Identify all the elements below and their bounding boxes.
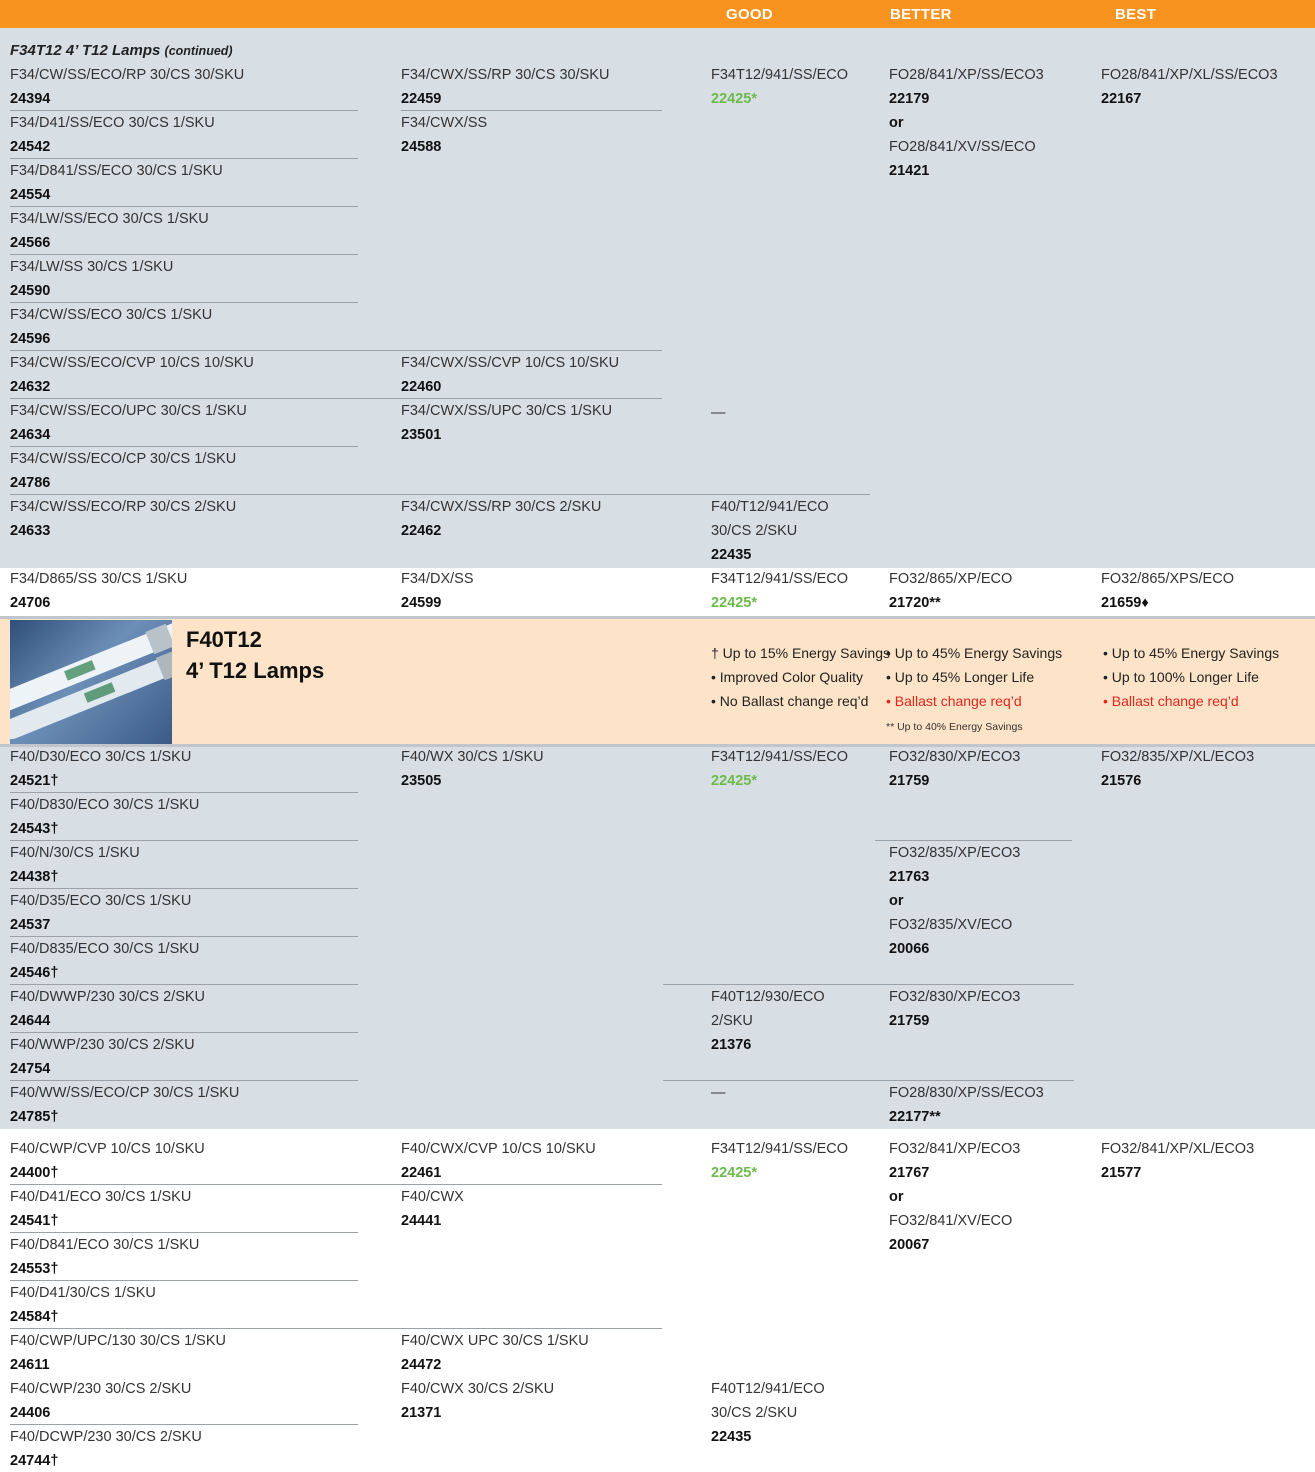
better-sku: 21759 bbox=[889, 773, 930, 789]
good-description: 30/CS 2/SKU bbox=[711, 1405, 798, 1421]
banner-title: F40T12 bbox=[186, 627, 262, 652]
best-sku: 21577 bbox=[1101, 1165, 1142, 1181]
sku-number: 24634 bbox=[10, 427, 51, 443]
lamp-description: F34/CWX/SS/UPC 30/CS 1/SKU bbox=[401, 403, 613, 419]
better-description: FO32/835/XP/ECO3 bbox=[889, 845, 1021, 861]
row-divider bbox=[663, 1080, 1074, 1081]
row-divider bbox=[10, 494, 870, 495]
row-divider bbox=[10, 1328, 662, 1329]
sku-number: 24546† bbox=[10, 965, 59, 981]
lamp-description: F34/DX/SS bbox=[401, 571, 474, 587]
lamp-description: F40/CWX/CVP 10/CS 10/SKU bbox=[401, 1141, 596, 1157]
best-feature: • Up to 45% Energy Savings bbox=[1103, 645, 1280, 661]
row-divider bbox=[10, 398, 662, 399]
lamp-description: F34/CWX/SS/CVP 10/CS 10/SKU bbox=[401, 355, 620, 371]
lamp-description: F40/D30/ECO 30/CS 1/SKU bbox=[10, 749, 192, 765]
best-sku: 22167 bbox=[1101, 91, 1142, 107]
sku-number: 24537 bbox=[10, 917, 51, 933]
lamp-description: F34/CWX/SS/RP 30/CS 30/SKU bbox=[401, 67, 610, 83]
lamp-description: F40/N/30/CS 1/SKU bbox=[10, 845, 140, 861]
lamp-description: F34/LW/SS/ECO 30/CS 1/SKU bbox=[10, 211, 209, 227]
lamp-description: F40/WX 30/CS 1/SKU bbox=[401, 749, 544, 765]
better-feature-warning: • Ballast change req’d bbox=[886, 693, 1022, 709]
good-sku: 22425* bbox=[711, 1165, 757, 1181]
sku-number: 24553† bbox=[10, 1261, 59, 1277]
lamp-description: F40/WWP/230 30/CS 2/SKU bbox=[10, 1037, 195, 1053]
best-description: FO28/841/XP/XL/SS/ECO3 bbox=[1101, 67, 1278, 83]
lamp-description: F40/CWX UPC 30/CS 1/SKU bbox=[401, 1333, 589, 1349]
sku-number: 22462 bbox=[401, 523, 442, 539]
row-divider bbox=[10, 1184, 662, 1185]
sku-number: 24633 bbox=[10, 523, 51, 539]
section1-panel bbox=[0, 28, 1315, 568]
better-description: FO28/841/XP/SS/ECO3 bbox=[889, 67, 1044, 83]
sku-number: 24441 bbox=[401, 1213, 442, 1229]
sku-number: 24744† bbox=[10, 1453, 59, 1469]
better-description: FO32/841/XV/ECO bbox=[889, 1213, 1013, 1229]
lamp-description: F34/LW/SS 30/CS 1/SKU bbox=[10, 259, 174, 275]
better-sku: 21421 bbox=[889, 163, 930, 179]
better-sku: 21759 bbox=[889, 1013, 930, 1029]
lamp-description: F34/CWX/SS bbox=[401, 115, 488, 131]
sku-number: 24543† bbox=[10, 821, 59, 837]
row-divider bbox=[10, 840, 358, 841]
better-sku: 20067 bbox=[889, 1237, 930, 1253]
sku-number: 24584† bbox=[10, 1309, 59, 1325]
row-divider bbox=[10, 1424, 358, 1425]
good-dash: — bbox=[711, 405, 726, 421]
tier-better-header: BETTER bbox=[890, 6, 952, 23]
lamp-description: F34/CW/SS/ECO/CVP 10/CS 10/SKU bbox=[10, 355, 254, 371]
better-sku: 21763 bbox=[889, 869, 930, 885]
section1-title bbox=[10, 42, 233, 60]
sku-number: 22461 bbox=[401, 1165, 442, 1181]
lamp-description: F40/DWWP/230 30/CS 2/SKU bbox=[10, 989, 206, 1005]
sku-number: 24611 bbox=[10, 1357, 50, 1373]
lamp-description: F40/CWP/CVP 10/CS 10/SKU bbox=[10, 1141, 205, 1157]
lamp-description: F34/D865/SS 30/CS 1/SKU bbox=[10, 571, 188, 587]
row-divider bbox=[10, 302, 358, 303]
lamp-description: F40/CWX bbox=[401, 1189, 464, 1205]
sku-number: 24599 bbox=[401, 595, 442, 611]
better-sku: 22177** bbox=[889, 1109, 941, 1125]
row-divider bbox=[10, 1232, 358, 1233]
row-divider bbox=[10, 1032, 358, 1033]
good-sku: 22435 bbox=[711, 1429, 752, 1445]
lamp-photo bbox=[10, 620, 172, 744]
sku-number: 24644 bbox=[10, 1013, 51, 1029]
good-description: F40T12/930/ECO bbox=[711, 989, 825, 1005]
sku-number: 21371 bbox=[401, 1405, 442, 1421]
good-description: 2/SKU bbox=[711, 1013, 753, 1029]
better-footnote: ** Up to 40% Energy Savings bbox=[886, 721, 1023, 733]
lamp-description: F34/CW/SS/ECO/RP 30/CS 30/SKU bbox=[10, 67, 245, 83]
row-divider bbox=[875, 840, 1072, 841]
sku-number: 24394 bbox=[10, 91, 51, 107]
row-divider bbox=[10, 110, 358, 111]
sku-number: 24554 bbox=[10, 187, 51, 203]
lamp-description: F40/CWP/UPC/130 30/CS 1/SKU bbox=[10, 1333, 226, 1349]
good-description: F40T12/941/ECO bbox=[711, 1381, 825, 1397]
better-description: FO32/841/XP/ECO3 bbox=[889, 1141, 1021, 1157]
sku-number: 24785† bbox=[10, 1109, 59, 1125]
row-divider bbox=[10, 1280, 358, 1281]
good-description: F34T12/941/SS/ECO bbox=[711, 1141, 849, 1157]
good-description: 30/CS 2/SKU bbox=[711, 523, 798, 539]
better-sku: 21720** bbox=[889, 595, 941, 611]
best-sku: 21659♦ bbox=[1101, 595, 1149, 611]
lamp-description: F34/CW/SS/ECO/CP 30/CS 1/SKU bbox=[10, 451, 237, 467]
best-feature-warning: • Ballast change req’d bbox=[1103, 693, 1239, 709]
sku-number: 24400† bbox=[10, 1165, 59, 1181]
or-label: or bbox=[889, 115, 904, 131]
fluorescent-tube-icon bbox=[10, 620, 172, 744]
good-dash: — bbox=[711, 1085, 726, 1101]
best-description: FO32/835/XP/XL/ECO3 bbox=[1101, 749, 1255, 765]
lamp-description: F40/WW/SS/ECO/CP 30/CS 1/SKU bbox=[10, 1085, 240, 1101]
sku-number: 24542 bbox=[10, 139, 51, 155]
sku-number: 24541† bbox=[10, 1213, 59, 1229]
row-divider bbox=[10, 984, 358, 985]
lamp-description: F40/D41/30/CS 1/SKU bbox=[10, 1285, 156, 1301]
better-description: FO32/830/XP/ECO3 bbox=[889, 749, 1021, 765]
better-description: FO32/835/XV/ECO bbox=[889, 917, 1013, 933]
lamp-description: F34/CWX/SS/RP 30/CS 2/SKU bbox=[401, 499, 602, 515]
better-description: FO32/865/XP/ECO bbox=[889, 571, 1013, 587]
good-description: F34T12/941/SS/ECO bbox=[711, 67, 849, 83]
better-description: FO32/830/XP/ECO3 bbox=[889, 989, 1021, 1005]
or-label: or bbox=[889, 1189, 904, 1205]
lamp-description: F40/D841/ECO 30/CS 1/SKU bbox=[10, 1237, 200, 1253]
sku-number: 24406 bbox=[10, 1405, 51, 1421]
good-description: F40/T12/941/ECO bbox=[711, 499, 829, 515]
lamp-description: F40/CWP/230 30/CS 2/SKU bbox=[10, 1381, 192, 1397]
section-title-text: F34T12 4’ T12 Lamps bbox=[10, 42, 161, 59]
tier-best-header: BEST bbox=[1115, 6, 1157, 23]
sku-number: 24566 bbox=[10, 235, 51, 251]
better-sku: 22179 bbox=[889, 91, 930, 107]
lamp-description: F40/D35/ECO 30/CS 1/SKU bbox=[10, 893, 192, 909]
sku-number: 24632 bbox=[10, 379, 51, 395]
good-feature: • No Ballast change req’d bbox=[711, 693, 869, 709]
lamp-description: F40/DCWP/230 30/CS 2/SKU bbox=[10, 1429, 202, 1445]
tier-good-header: GOOD bbox=[726, 6, 774, 23]
row-divider bbox=[10, 158, 358, 159]
lamp-description: F34/CW/SS/ECO/RP 30/CS 2/SKU bbox=[10, 499, 237, 515]
row-divider bbox=[663, 984, 1074, 985]
row-divider bbox=[10, 206, 358, 207]
row-divider bbox=[10, 350, 662, 351]
sku-number: 24590 bbox=[10, 283, 51, 299]
sku-number: 24521† bbox=[10, 773, 59, 789]
lamp-description: F40/D835/ECO 30/CS 1/SKU bbox=[10, 941, 200, 957]
row-divider bbox=[10, 446, 358, 447]
sku-number: 24438† bbox=[10, 869, 59, 885]
better-description: FO28/841/XV/SS/ECO bbox=[889, 139, 1036, 155]
good-sku: 21376 bbox=[711, 1037, 752, 1053]
row-divider bbox=[10, 254, 358, 255]
lamp-description: F40/CWX 30/CS 2/SKU bbox=[401, 1381, 555, 1397]
good-feature: † Up to 15% Energy Savings bbox=[711, 645, 890, 661]
best-feature: • Up to 100% Longer Life bbox=[1103, 669, 1259, 685]
sku-number: 23505 bbox=[401, 773, 442, 789]
lamp-description: F40/D41/ECO 30/CS 1/SKU bbox=[10, 1189, 192, 1205]
row-divider bbox=[10, 888, 358, 889]
good-description: F34T12/941/SS/ECO bbox=[711, 571, 849, 587]
row-divider bbox=[10, 1080, 358, 1081]
best-sku: 21576 bbox=[1101, 773, 1142, 789]
row-divider bbox=[401, 110, 662, 111]
sku-number: 24472 bbox=[401, 1357, 442, 1373]
good-sku: 22425* bbox=[711, 595, 757, 611]
good-sku: 22425* bbox=[711, 773, 757, 789]
sku-number: 23501 bbox=[401, 427, 442, 443]
good-sku: 22425* bbox=[711, 91, 757, 107]
best-description: FO32/841/XP/XL/ECO3 bbox=[1101, 1141, 1255, 1157]
good-description: F34T12/941/SS/ECO bbox=[711, 749, 849, 765]
row-divider bbox=[10, 936, 358, 937]
lamp-description: F34/CW/SS/ECO 30/CS 1/SKU bbox=[10, 307, 213, 323]
sku-number: 22460 bbox=[401, 379, 442, 395]
better-feature: • Up to 45% Energy Savings bbox=[886, 645, 1063, 661]
sku-number: 24596 bbox=[10, 331, 51, 347]
better-description: FO28/830/XP/SS/ECO3 bbox=[889, 1085, 1044, 1101]
better-sku: 20066 bbox=[889, 941, 930, 957]
lamp-description: F34/CW/SS/ECO/UPC 30/CS 1/SKU bbox=[10, 403, 247, 419]
better-feature: • Up to 45% Longer Life bbox=[886, 669, 1035, 685]
best-description: FO32/865/XPS/ECO bbox=[1101, 571, 1234, 587]
sku-number: 22459 bbox=[401, 91, 442, 107]
better-sku: 21767 bbox=[889, 1165, 930, 1181]
banner-subtitle: 4’ T12 Lamps bbox=[186, 658, 325, 683]
lamp-description: F40/D830/ECO 30/CS 1/SKU bbox=[10, 797, 200, 813]
sku-number: 24706 bbox=[10, 595, 51, 611]
sku-number: 24786 bbox=[10, 475, 51, 491]
section-title-suffix: (continued) bbox=[164, 44, 233, 58]
good-feature: • Improved Color Quality bbox=[711, 669, 863, 685]
sku-number: 24754 bbox=[10, 1061, 51, 1077]
lamp-description: F34/D41/SS/ECO 30/CS 1/SKU bbox=[10, 115, 215, 131]
good-sku: 22435 bbox=[711, 547, 752, 563]
lamp-description: F34/D841/SS/ECO 30/CS 1/SKU bbox=[10, 163, 223, 179]
row-divider bbox=[10, 792, 358, 793]
or-label: or bbox=[889, 893, 904, 909]
sku-number: 24588 bbox=[401, 139, 442, 155]
